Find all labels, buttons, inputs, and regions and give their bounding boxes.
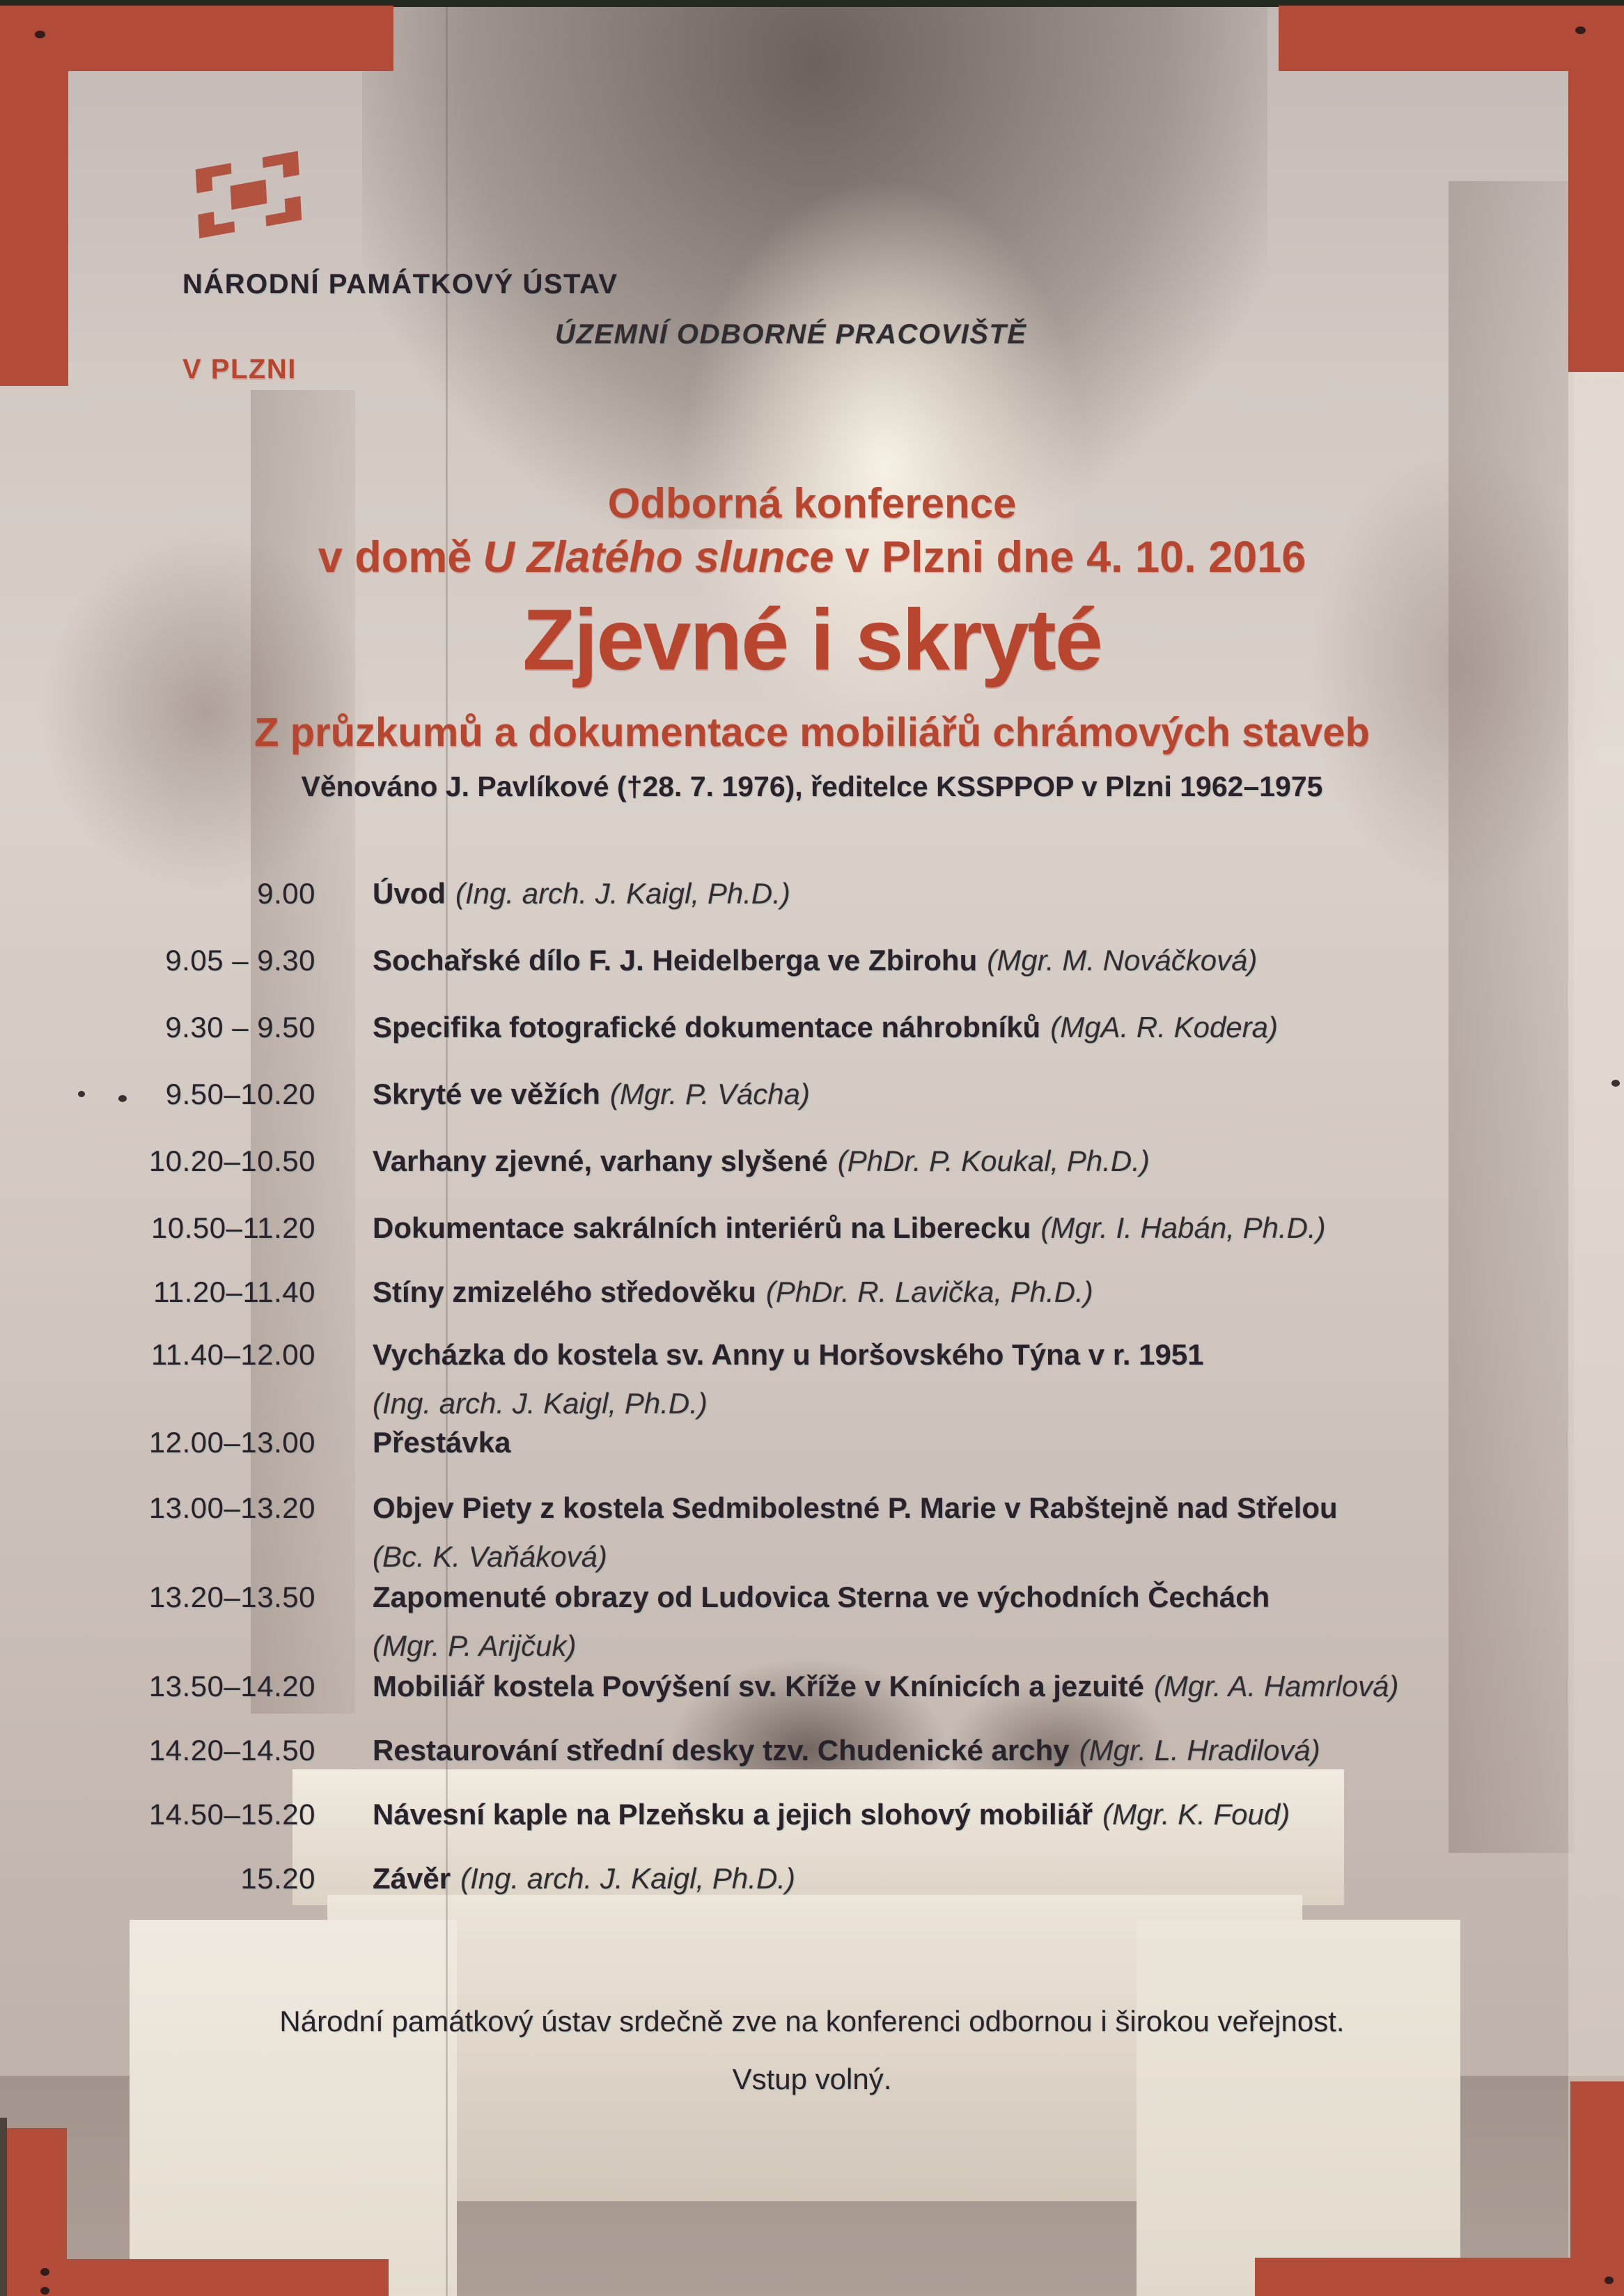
- schedule-time: 13.20–13.50: [148, 1581, 315, 1613]
- schedule-time: 15.20: [240, 1862, 315, 1895]
- schedule-time: 12.00–13.00: [148, 1426, 315, 1459]
- schedule-row: [0, 877, 1602, 910]
- schedule-time: 13.00–13.20: [148, 1491, 315, 1524]
- talk-title: Úvod: [373, 877, 446, 910]
- schedule-time: 9.05 – 9.30: [165, 944, 315, 977]
- talk-title: Návesní kaple na Plzeňsku a jejich slohový mobiliář: [373, 1798, 1093, 1831]
- schedule-row: [0, 1338, 1602, 1420]
- talk-title: Skryté ve věžích: [373, 1078, 600, 1110]
- talk-speaker: (MgA. R. Kodera): [1050, 1011, 1278, 1044]
- venue-prefix: v domě: [318, 533, 472, 582]
- talk-speaker: (PhDr. R. Lavička, Ph.D.): [765, 1275, 1093, 1308]
- talk-speaker: (Mgr. M. Nováčková): [987, 944, 1258, 977]
- schedule-time: 13.50–14.20: [148, 1670, 315, 1702]
- footer-admission: Vstup volný.: [732, 2063, 892, 2095]
- talk-speaker: (Ing. arch. J. Kaigl, Ph.D.): [455, 877, 790, 910]
- talk-title: Specifika fotografické dokumentace náhrobníků: [373, 1011, 1041, 1044]
- talk-speaker: (Mgr. K. Foud): [1102, 1798, 1290, 1831]
- schedule-row: [0, 1798, 1602, 1831]
- scan-hole-dot: [1605, 2276, 1614, 2284]
- schedule-row: [0, 1670, 1602, 1703]
- schedule-time: 10.20–10.50: [148, 1145, 315, 1177]
- main-title: Zjevné i skryté: [522, 592, 1102, 688]
- talk-speaker: (Mgr. P. Vácha): [609, 1078, 810, 1110]
- scan-edge-bottom-left: [0, 2118, 7, 2296]
- talk-speaker: (Mgr. A. Hamrlová): [1153, 1670, 1399, 1702]
- talk-speaker: (Ing. arch. J. Kaigl, Ph.D.): [460, 1862, 795, 1895]
- schedule-time: 9.30 – 9.50: [165, 1011, 315, 1044]
- schedule-time: 14.20–14.50: [148, 1734, 315, 1767]
- schedule-row: [0, 1078, 1602, 1111]
- talk-speaker: (Mgr. L. Hradilová): [1079, 1734, 1320, 1767]
- subtitle: Z průzkumů a dokumentace mobiliářů chrámových staveb: [254, 710, 1370, 755]
- talk-title: Dokumentace sakrálních interiérů na Liberecku: [373, 1211, 1031, 1244]
- schedule-time: 9.50–10.20: [165, 1078, 315, 1110]
- schedule-time: 10.50–11.20: [151, 1211, 315, 1244]
- schedule-row: [0, 1862, 1602, 1895]
- schedule-row: [0, 1734, 1602, 1767]
- org-line-2: ÚZEMNÍ ODBORNÉ PRACOVIŠTĚ: [555, 319, 1027, 350]
- schedule-row: [0, 1211, 1602, 1245]
- schedule-row: [0, 1011, 1602, 1044]
- talk-title: Přestávka: [373, 1426, 511, 1459]
- talk-speaker-line2: (Ing. arch. J. Kaigl, Ph.D.): [373, 1387, 708, 1420]
- schedule-row: [0, 944, 1602, 977]
- talk-title: Varhany zjevné, varhany slyšené: [373, 1145, 828, 1177]
- org-line-1: NÁRODNÍ PAMÁTKOVÝ ÚSTAV: [182, 269, 618, 300]
- talk-title: Objev Piety z kostela Sedmibolestné P. Marie v Rabštejně nad Střelou: [373, 1491, 1338, 1524]
- schedule-row: [0, 1275, 1602, 1309]
- talk-title: Restaurování střední desky tzv. Chudenické archy: [373, 1734, 1070, 1767]
- schedule-row: [0, 1145, 1602, 1178]
- talk-title: Závěr: [373, 1862, 451, 1895]
- schedule-time: 11.40–12.00: [151, 1338, 315, 1371]
- scan-hole-dot: [40, 2287, 49, 2295]
- schedule-time: 9.00: [257, 877, 315, 910]
- talk-title: Stíny zmizelého středověku: [373, 1275, 756, 1308]
- talk-title: Zapomenuté obrazy od Ludovica Sterna ve východních Čechách: [373, 1581, 1270, 1613]
- venue-suffix: v Plzni dne 4. 10. 2016: [845, 533, 1306, 582]
- red-frame-bottom-left-horizontal: [7, 2259, 389, 2296]
- schedule-row: [0, 1491, 1602, 1574]
- talk-title: Sochařské dílo F. J. Heidelberga ve Zbirohu: [373, 944, 978, 977]
- conference-kicker: Odborná konference: [607, 480, 1017, 527]
- schedule-row: [0, 1581, 1602, 1663]
- org-line-3: V PLZNI: [182, 354, 297, 385]
- talk-title: Vycházka do kostela sv. Anny u Horšovského Týna v r. 1951: [373, 1338, 1204, 1371]
- talk-speaker-line2: (Bc. K. Vaňáková): [373, 1540, 607, 1573]
- schedule-time: 11.20–11.40: [153, 1275, 315, 1308]
- talk-title: Mobiliář kostela Povýšení sv. Kříže v Knínicích a jezuité: [373, 1670, 1144, 1702]
- venue-name: U Zlatého slunce: [483, 533, 834, 582]
- talk-speaker: (PhDr. P. Koukal, Ph.D.): [837, 1145, 1150, 1177]
- red-frame-bottom-right-horizontal: [1255, 2258, 1624, 2296]
- footer-invitation: Národní památkový ústav srdečně zve na konferenci odbornou i širokou veřejnost.: [279, 2005, 1345, 2038]
- scan-hole-dot: [40, 2268, 49, 2276]
- dedication-line: Věnováno J. Pavlíkové (†28. 7. 1976), ředitelce KSSPPOP v Plzni 1962–1975: [301, 770, 1323, 802]
- talk-speaker: (Mgr. I. Habán, Ph.D.): [1040, 1211, 1326, 1244]
- talk-speaker-line2: (Mgr. P. Arijčuk): [373, 1629, 577, 1662]
- schedule-time: 14.50–15.20: [148, 1798, 315, 1831]
- schedule-row: [0, 1426, 1602, 1459]
